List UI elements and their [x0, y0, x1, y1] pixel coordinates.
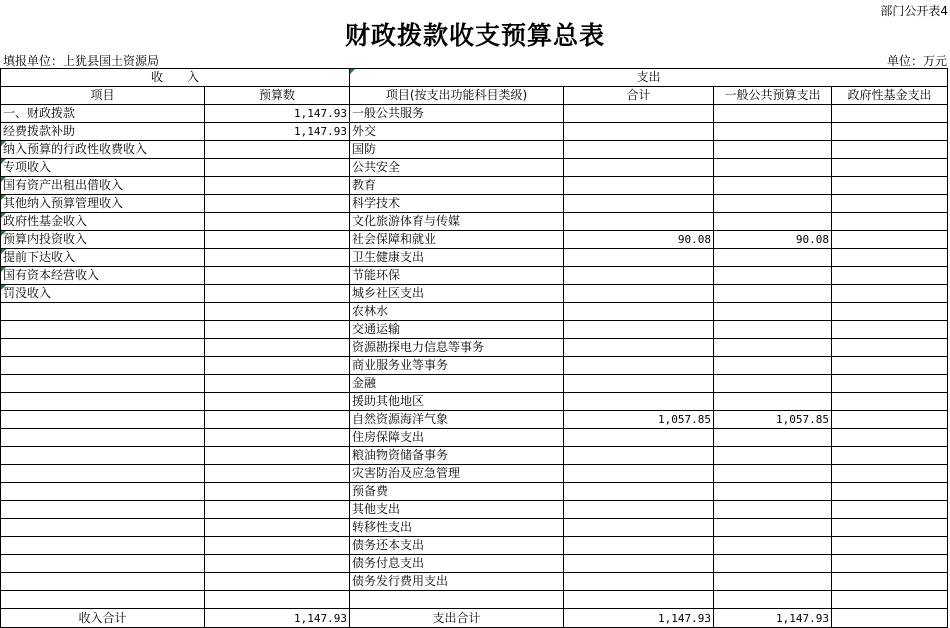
expense-general-cell: [714, 375, 832, 393]
expense-general-cell: [714, 303, 832, 321]
expense-item-cell: 城乡社区支出: [350, 285, 564, 303]
expense-fund-cell: [832, 141, 948, 159]
table-row: [1, 339, 948, 357]
income-total-label: 收入合计: [1, 609, 205, 628]
expense-total-cell: [564, 429, 714, 447]
income-item-cell: [1, 519, 205, 537]
expense-fund-cell: [832, 393, 948, 411]
expense-item-cell: 一般公共服务: [350, 105, 564, 123]
table-row: [1, 375, 948, 393]
expense-fund-cell: [832, 231, 948, 249]
income-item-cell: 罚没收入: [1, 285, 205, 303]
expense-total-cell: [564, 483, 714, 501]
income-item-cell: [1, 321, 205, 339]
table-row: [1, 321, 948, 339]
expense-fund-cell: [832, 321, 948, 339]
expense-fund-cell: [832, 285, 948, 303]
expense-item-cell: 教育: [350, 177, 564, 195]
income-item-cell: [1, 339, 205, 357]
income-value-cell: [205, 537, 350, 555]
expense-total-cell: [564, 195, 714, 213]
expense-total-cell: [564, 285, 714, 303]
income-item-cell: 一、财政拨款: [1, 105, 205, 123]
expense-general-cell: [714, 339, 832, 357]
income-value-cell: [205, 303, 350, 321]
income-value-cell: [205, 519, 350, 537]
expense-general-cell: [714, 195, 832, 213]
expense-general-cell: [714, 483, 832, 501]
table-row: [1, 519, 948, 537]
document-tag: 部门公开表4: [880, 4, 948, 18]
expense-general-cell: [714, 159, 832, 177]
expense-total-cell: [564, 555, 714, 573]
table-row: [1, 267, 948, 285]
expense-general-cell: [714, 213, 832, 231]
income-item-cell: [1, 303, 205, 321]
expense-fund-cell: [832, 213, 948, 231]
expense-fund-cell: [832, 249, 948, 267]
expense-fund-cell: [832, 555, 948, 573]
expense-total-cell: [564, 501, 714, 519]
income-item-cell: [1, 573, 205, 591]
income-item-cell: [1, 555, 205, 573]
expense-general-cell: [714, 501, 832, 519]
table-row: [1, 447, 948, 465]
income-item-cell: 国有资产出租出借收入: [1, 177, 205, 195]
expense-fund-cell: [832, 195, 948, 213]
income-value-cell: [205, 465, 350, 483]
col-total-header: 合计: [564, 87, 714, 105]
income-value-cell: [205, 501, 350, 519]
income-value-cell: [205, 231, 350, 249]
expense-item-cell: 金融: [350, 375, 564, 393]
expense-item-cell: 节能环保: [350, 267, 564, 285]
col-exp-item-header: 项目(按支出功能科目类级): [350, 87, 564, 105]
expense-fund-cell: [832, 465, 948, 483]
income-value-cell: [205, 555, 350, 573]
expense-total-cell: [564, 339, 714, 357]
table-row: [1, 123, 948, 141]
income-value-cell: [205, 483, 350, 501]
table-row: [1, 573, 948, 591]
table-row: [1, 249, 948, 267]
income-value-cell: [205, 393, 350, 411]
income-value-cell: [205, 375, 350, 393]
income-item-cell: 提前下达收入: [1, 249, 205, 267]
expense-general-cell: [714, 123, 832, 141]
expense-fund-cell: [832, 429, 948, 447]
expense-general-cell: [714, 555, 832, 573]
expense-general-cell: [714, 465, 832, 483]
expense-item-cell: 预备费: [350, 483, 564, 501]
expense-total-cell: [564, 249, 714, 267]
income-value-cell: [205, 447, 350, 465]
expense-total-cell: [564, 213, 714, 231]
expense-fund-cell: [832, 573, 948, 591]
income-value-cell: [205, 159, 350, 177]
expense-fund-cell: [832, 123, 948, 141]
income-value-cell: [205, 339, 350, 357]
table-row: [1, 105, 948, 123]
budget-table: [0, 68, 948, 628]
income-item-cell: 国有资本经营收入: [1, 267, 205, 285]
table-row: [1, 411, 948, 429]
expense-total-cell: [564, 321, 714, 339]
expense-item-cell: 交通运输: [350, 321, 564, 339]
expense-item-cell: 灾害防治及应急管理: [350, 465, 564, 483]
income-item-cell: [1, 429, 205, 447]
expense-total-cell: 1,057.85: [564, 411, 714, 429]
expense-fund-cell: [832, 357, 948, 375]
page-title: 财政拨款收支预算总表: [344, 21, 605, 50]
income-value-cell: [205, 321, 350, 339]
reporting-unit: 填报单位：上犹县国土资源局: [3, 54, 160, 68]
income-item-cell: [1, 375, 205, 393]
expense-total-cell: [564, 177, 714, 195]
expense-fund-cell: [832, 375, 948, 393]
expense-total-cell: [564, 573, 714, 591]
table-row: [1, 501, 948, 519]
expense-fund-cell: [832, 339, 948, 357]
expense-item-cell: 转移性支出: [350, 519, 564, 537]
col-item-header: 项目: [1, 87, 205, 105]
expense-total-cell: [564, 267, 714, 285]
expense-item-cell: 债务付息支出: [350, 555, 564, 573]
expense-item-cell: 债务发行费用支出: [350, 573, 564, 591]
money-unit: 单位：万元: [886, 54, 947, 68]
expense-total-cell: 90.08: [564, 231, 714, 249]
expense-general-cell: 90.08: [714, 231, 832, 249]
expense-item-cell: 住房保障支出: [350, 429, 564, 447]
income-value-cell: [205, 429, 350, 447]
expense-general-cell: [714, 105, 832, 123]
expense-item-cell: 债务还本支出: [350, 537, 564, 555]
expense-total-cell: [564, 519, 714, 537]
table-row: [1, 177, 948, 195]
expense-total-cell: [564, 303, 714, 321]
income-value-cell: [205, 177, 350, 195]
income-item-cell: [1, 393, 205, 411]
expense-general-cell: [714, 357, 832, 375]
table-row: [1, 141, 948, 159]
income-item-cell: [1, 501, 205, 519]
expense-total-cell: [564, 159, 714, 177]
table-row: [1, 483, 948, 501]
income-value-cell: [205, 573, 350, 591]
expense-total-cell: [564, 141, 714, 159]
expense-total-cell: [564, 123, 714, 141]
expense-general-cell: [714, 519, 832, 537]
income-item-cell: [1, 465, 205, 483]
expense-fund-cell: [832, 501, 948, 519]
table-row: [1, 159, 948, 177]
expense-general-cell: [714, 537, 832, 555]
table-row: [1, 429, 948, 447]
expense-item-cell: 粮油物资储备事务: [350, 447, 564, 465]
expense-item-cell: 其他支出: [350, 501, 564, 519]
income-header: 收 入: [1, 69, 350, 87]
expense-item-cell: 卫生健康支出: [350, 249, 564, 267]
income-item-cell: 预算内投资收入: [1, 231, 205, 249]
table-row: [1, 393, 948, 411]
income-value-cell: [205, 267, 350, 285]
expense-fund-cell: [832, 411, 948, 429]
expense-total-cell: [564, 465, 714, 483]
expense-fund-cell: [832, 303, 948, 321]
expense-item-cell: 商业服务业等事务: [350, 357, 564, 375]
expense-fund-cell: [832, 267, 948, 285]
table-row: [1, 555, 948, 573]
expense-fund-cell: [832, 105, 948, 123]
table-row: [1, 465, 948, 483]
income-item-cell: 政府性基金收入: [1, 213, 205, 231]
expense-fund-cell: [832, 447, 948, 465]
expense-general-cell: [714, 573, 832, 591]
income-item-cell: [1, 357, 205, 375]
expense-general-total: 1,147.93: [714, 609, 832, 628]
expense-total-cell: [564, 537, 714, 555]
expense-fund-cell: [832, 483, 948, 501]
expense-item-cell: 公共安全: [350, 159, 564, 177]
table-row: [1, 285, 948, 303]
expense-general-cell: [714, 285, 832, 303]
expense-item-cell: 科学技术: [350, 195, 564, 213]
expense-item-cell: 自然资源海洋气象: [350, 411, 564, 429]
income-value-cell: [205, 249, 350, 267]
income-item-cell: [1, 483, 205, 501]
expense-item-cell: 文化旅游体育与传媒: [350, 213, 564, 231]
income-value-cell: [205, 195, 350, 213]
expense-total-cell: [564, 447, 714, 465]
income-total-value: 1,147.93: [205, 609, 350, 628]
expense-item-cell: 国防: [350, 141, 564, 159]
table-row-blank: [1, 591, 948, 609]
income-value-cell: [205, 213, 350, 231]
expense-general-cell: [714, 447, 832, 465]
expense-fund-cell: [832, 537, 948, 555]
header-row-group: [1, 69, 948, 87]
expense-fund-total: [832, 609, 948, 628]
income-item-cell: [1, 411, 205, 429]
expense-fund-cell: [832, 177, 948, 195]
expense-fund-cell: [832, 519, 948, 537]
expense-item-cell: 农林水: [350, 303, 564, 321]
income-value-cell: [205, 411, 350, 429]
table-row: [1, 195, 948, 213]
table-row: [1, 231, 948, 249]
expense-fund-cell: [832, 159, 948, 177]
income-value-cell: 1,147.93: [205, 105, 350, 123]
expense-total-cell: [564, 375, 714, 393]
expense-total-label: 支出合计: [350, 609, 564, 628]
col-fund-header: 政府性基金支出: [832, 87, 948, 105]
income-item-cell: 专项收入: [1, 159, 205, 177]
expense-general-cell: [714, 429, 832, 447]
income-item-cell: [1, 447, 205, 465]
totals-row: [1, 609, 948, 628]
income-item-cell: 经费拨款补助: [1, 123, 205, 141]
expense-header: 支出: [350, 69, 948, 87]
table-row: [1, 213, 948, 231]
expense-total-cell: [564, 105, 714, 123]
expense-general-cell: [714, 249, 832, 267]
expense-general-cell: [714, 177, 832, 195]
expense-general-cell: 1,057.85: [714, 411, 832, 429]
expense-total-cell: [564, 393, 714, 411]
table-row: [1, 303, 948, 321]
expense-item-cell: 社会保障和就业: [350, 231, 564, 249]
expense-total-value: 1,147.93: [564, 609, 714, 628]
income-item-cell: 其他纳入预算管理收入: [1, 195, 205, 213]
expense-item-cell: 外交: [350, 123, 564, 141]
header-row-columns: [1, 87, 948, 105]
expense-item-cell: 援助其他地区: [350, 393, 564, 411]
expense-general-cell: [714, 393, 832, 411]
expense-total-cell: [564, 357, 714, 375]
table-row: [1, 537, 948, 555]
income-value-cell: [205, 357, 350, 375]
expense-general-cell: [714, 321, 832, 339]
col-budget-header: 预算数: [205, 87, 350, 105]
income-value-cell: 1,147.93: [205, 123, 350, 141]
income-value-cell: [205, 141, 350, 159]
col-general-header: 一般公共预算支出: [714, 87, 832, 105]
expense-general-cell: [714, 141, 832, 159]
income-item-cell: [1, 537, 205, 555]
table-row: [1, 357, 948, 375]
expense-general-cell: [714, 267, 832, 285]
expense-item-cell: 资源勘探电力信息等事务: [350, 339, 564, 357]
income-value-cell: [205, 285, 350, 303]
income-item-cell: 纳入预算的行政性收费收入: [1, 141, 205, 159]
